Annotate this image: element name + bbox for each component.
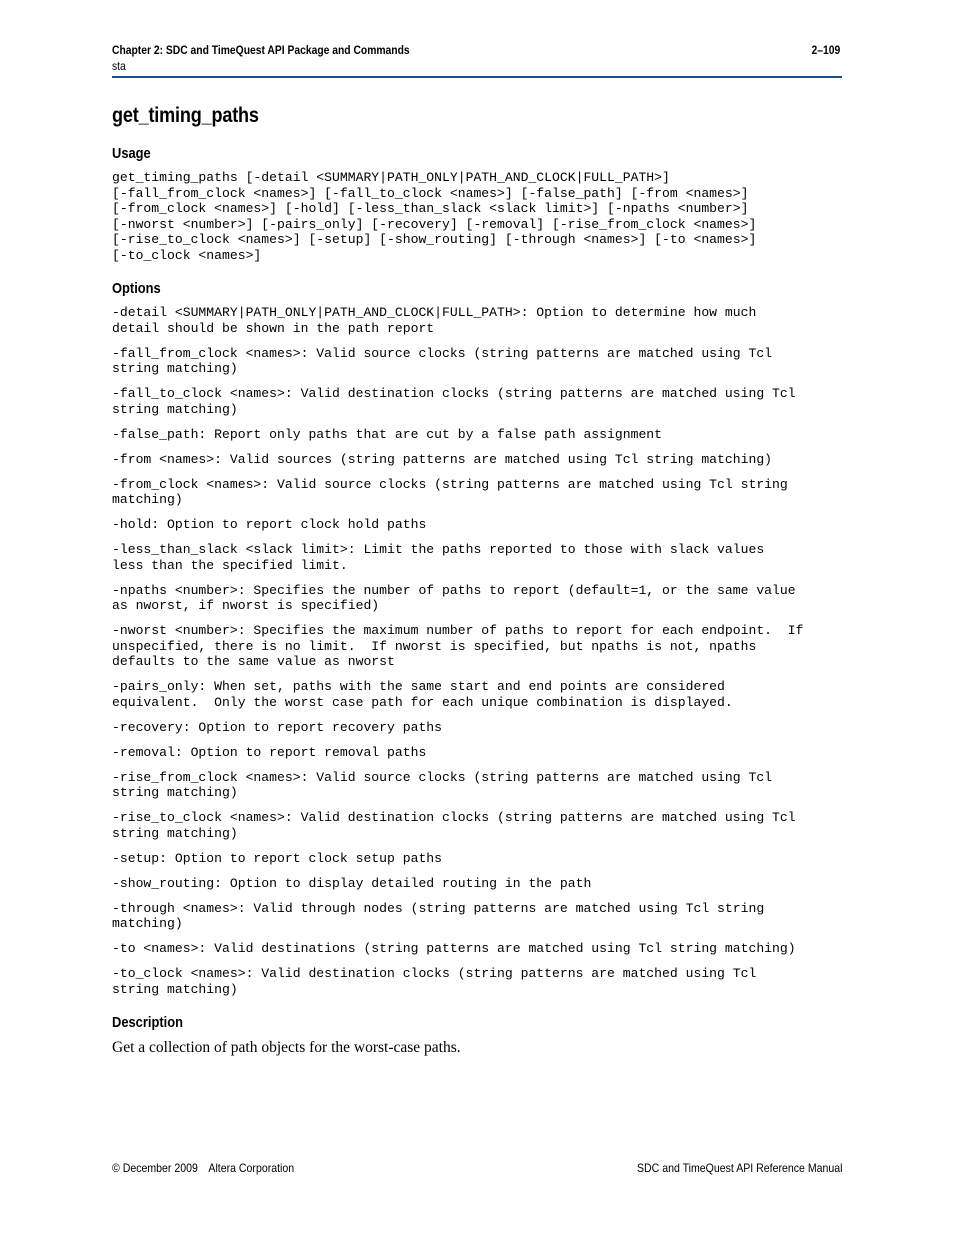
page-number: 2–109: [811, 43, 841, 57]
option-item: -show_routing: Option to display detailed routing in the path: [112, 875, 592, 891]
description-heading: Description: [112, 1014, 183, 1031]
option-item: -removal: Option to report removal paths: [112, 744, 427, 760]
option-item: -fall_from_clock <names>: Valid source clocks (string patterns are matched using Tcl string matching): [112, 345, 773, 376]
option-item: -fall_to_clock <names>: Valid destination clocks (string patterns are matched using Tcl string matching): [112, 386, 796, 417]
command-title: get_timing_paths: [112, 104, 259, 127]
option-item: -hold: Option to report clock hold paths: [112, 517, 427, 532]
option-item: -to_clock <names>: Valid destination clocks (string patterns are matched using Tcl string matching): [112, 966, 757, 997]
option-item: -through <names>: Valid through nodes (string patterns are matched using Tcl string matching): [112, 900, 765, 931]
main-content: [112, 104, 847, 1057]
footer-left: [112, 1161, 294, 1175]
description-text: Get a collection of path objects for the worst-case paths.: [112, 1039, 461, 1056]
usage-text: get_timing_paths [-detail <SUMMARY|PATH_ONLY|PATH_AND_CLOCK|FULL_PATH>] [-fall_from_clock <names>] [-fall_to_clock <names>] [-false_path] [-from <names>] [-from_clock <names>] [-hold] [-less_than_slack <slack limit>] [-npaths <number>] [-nworst <number>] [-pairs_only] [-recovery] [-removal] [-rise_from_clock <names>] [-rise_to_clock <names>] [-setup] [-show_routing] [-through <names>] [-to <names>] [-to_clock <names>]: [112, 170, 757, 263]
option-item: -false_path: Report only paths that are cut by a false path assignment: [112, 426, 663, 442]
option-item: -from_clock <names>: Valid source clocks (string patterns are matched using Tcl string matching): [112, 476, 788, 507]
option-item: -nworst <number>: Specifies the maximum number of paths to report for each endpoint. If unspecified, there is no limit. If nworst is specified, but npaths is not, npaths defaults to the same value as nworst: [112, 623, 804, 669]
option-item: -less_than_slack <slack limit>: Limit the paths reported to those with slack values less than the specified limit.: [112, 542, 765, 573]
option-item: -pairs_only: When set, paths with the same start and end points are considered equivalent. Only the worst case path for each unique combination is displayed.: [112, 679, 733, 710]
option-item: -rise_from_clock <names>: Valid source clocks (string patterns are matched using Tcl string matching): [112, 769, 773, 800]
footer-company: Altera Corporation: [208, 1161, 295, 1175]
option-item: -from <names>: Valid sources (string patterns are matched using Tcl string matching): [112, 451, 773, 467]
option-item: -detail <SUMMARY|PATH_ONLY|PATH_AND_CLOCK|FULL_PATH>: Option to determine how much detail should be shown in the path report: [112, 305, 757, 336]
page-header: [112, 43, 842, 73]
options-heading: Options: [112, 280, 161, 297]
options-list: [112, 305, 847, 997]
chapter-title: Chapter 2: SDC and TimeQuest API Package and Commands: [112, 43, 410, 57]
page-footer: [112, 1161, 842, 1175]
header-rule: [112, 76, 842, 78]
option-item: -setup: Option to report clock setup paths: [112, 850, 443, 866]
option-item: -to <names>: Valid destinations (string patterns are matched using Tcl string matching): [112, 941, 796, 956]
header-row: [112, 43, 840, 57]
option-item: -recovery: Option to report recovery paths: [112, 719, 443, 735]
footer-date: © December 2009: [112, 1161, 198, 1175]
section-name: sta: [112, 59, 126, 73]
usage-heading: Usage: [112, 145, 151, 162]
option-item: -rise_to_clock <names>: Valid destination clocks (string patterns are matched using Tcl string matching): [112, 810, 796, 841]
footer-manual-title: SDC and TimeQuest API Reference Manual: [636, 1161, 842, 1175]
option-item: -npaths <number>: Specifies the number of paths to report (default=1, or the same value as nworst, if nworst is specified): [112, 582, 796, 613]
